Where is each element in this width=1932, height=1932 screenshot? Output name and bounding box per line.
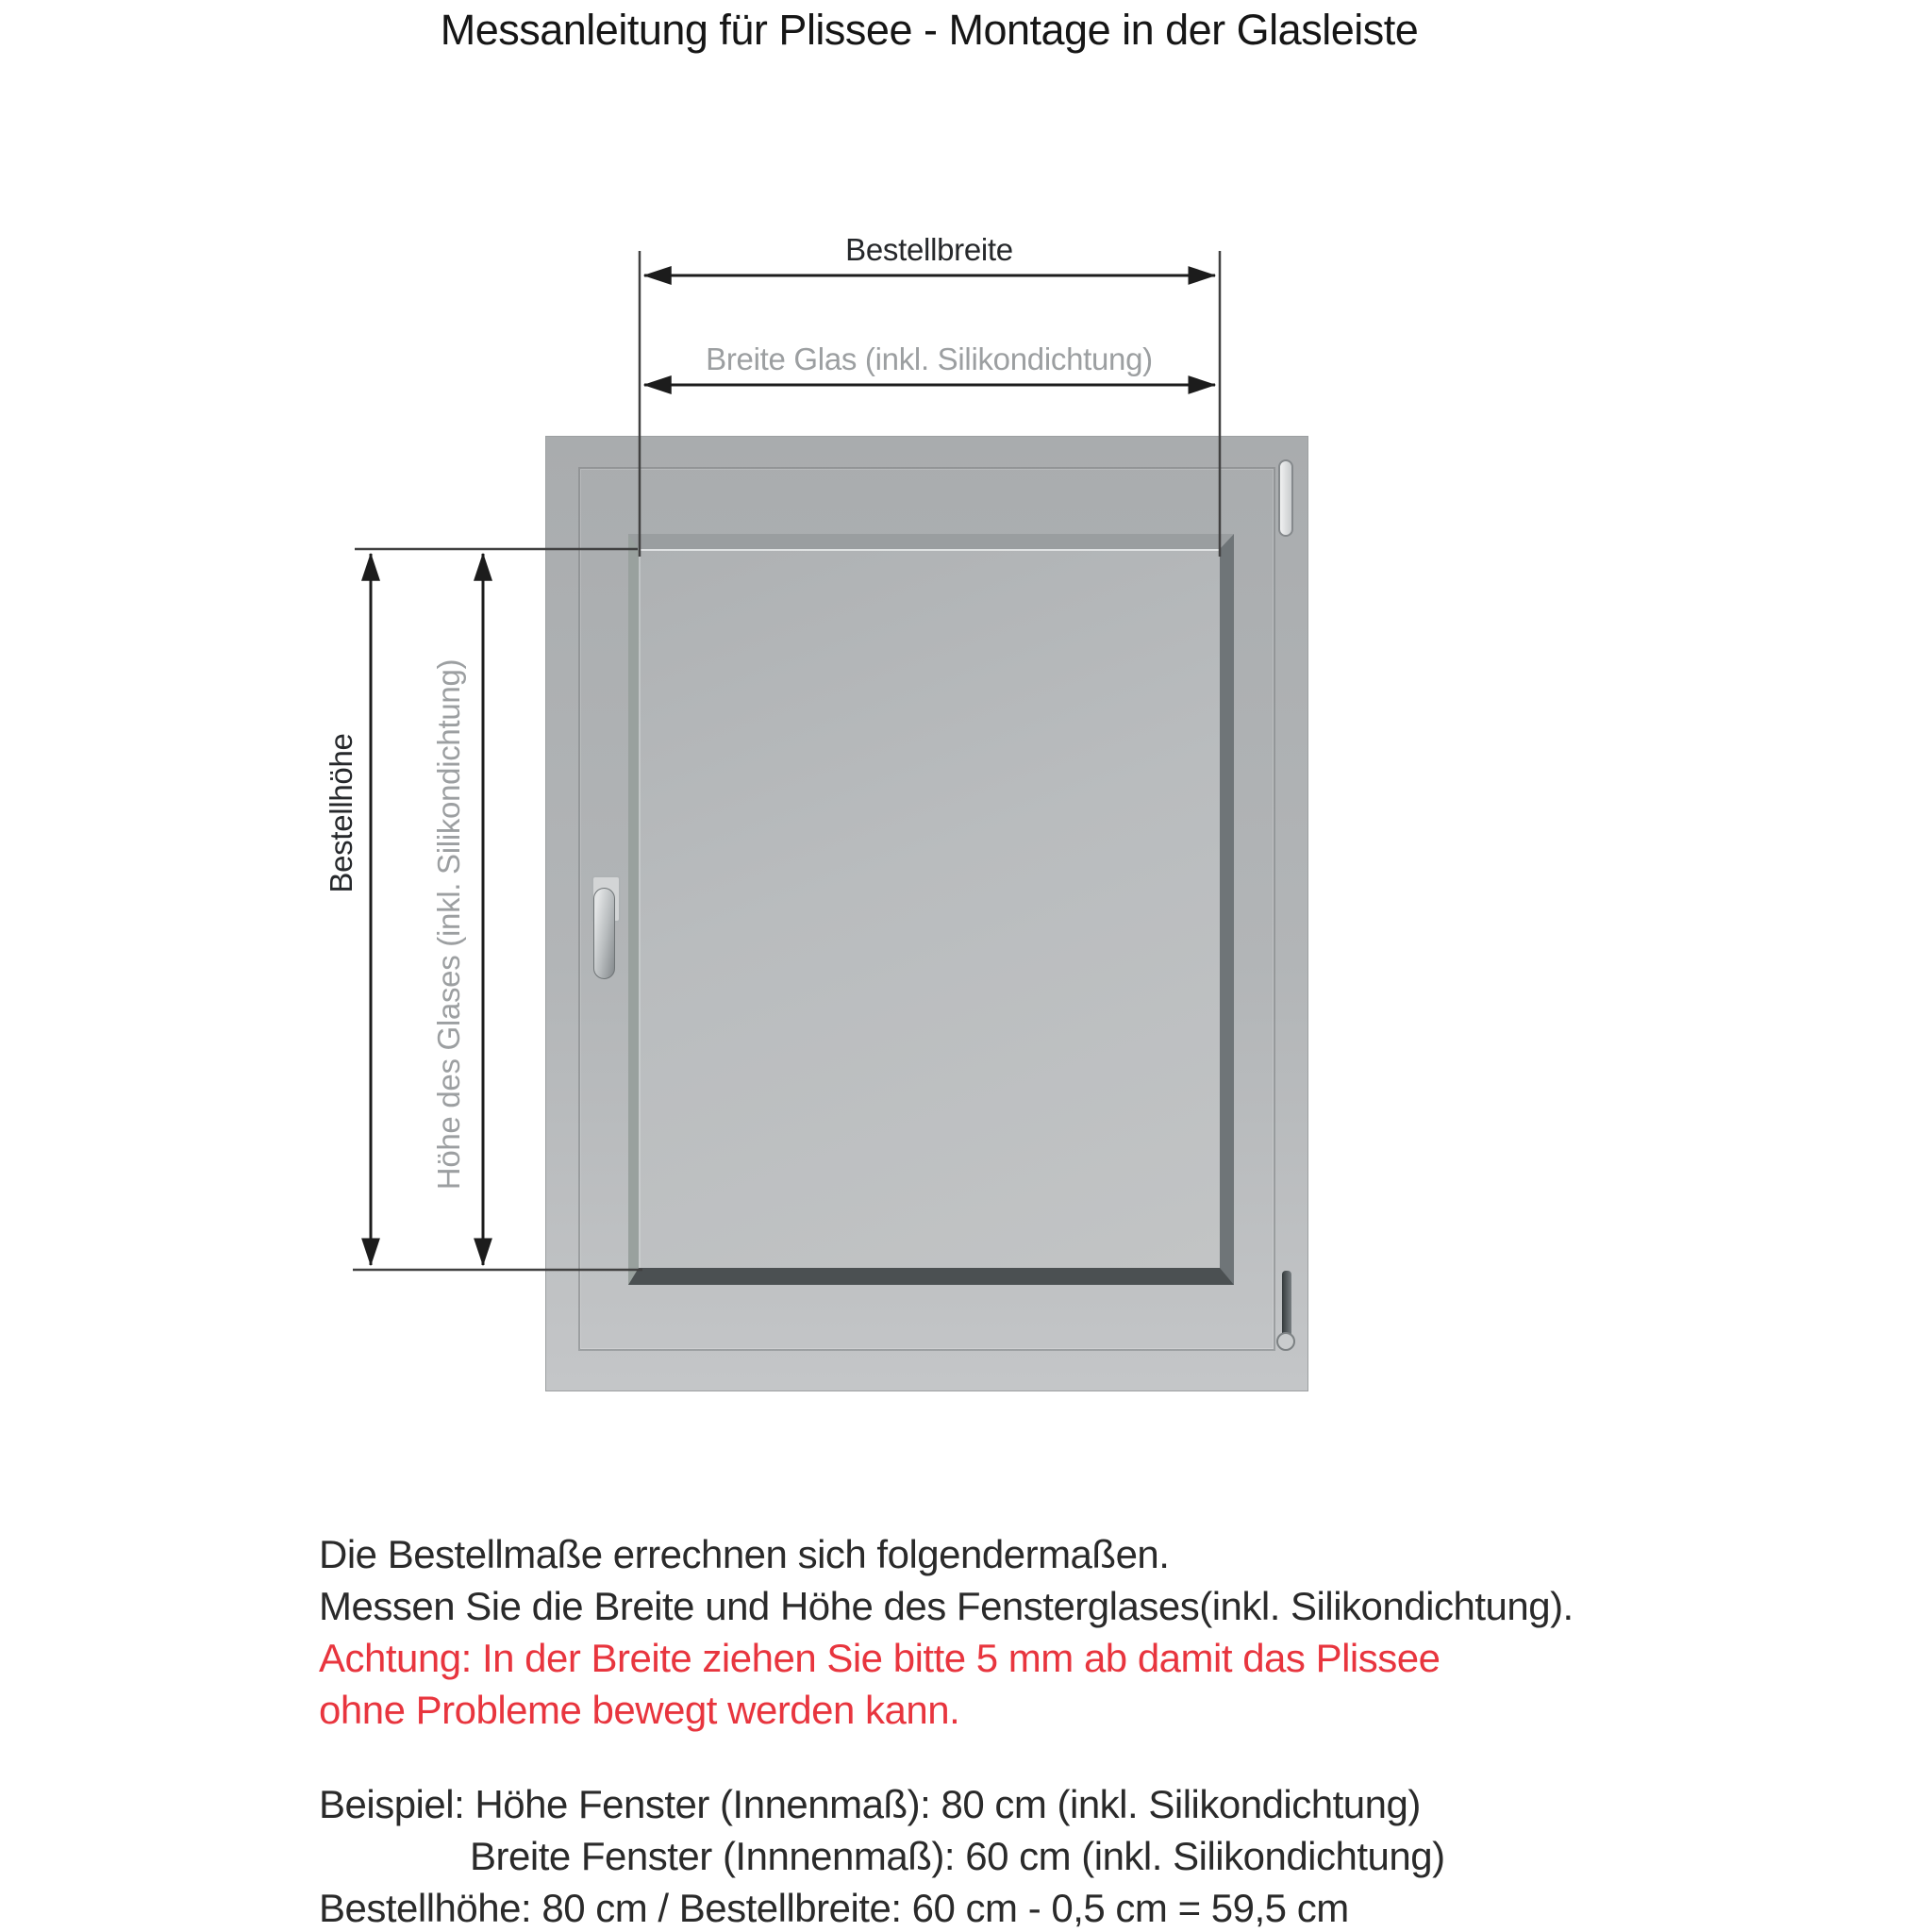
window-hinge-pin-icon: [1276, 1332, 1295, 1351]
label-order-height: Bestellhöhe: [324, 733, 358, 893]
window-glass: [628, 534, 1234, 1285]
page-title: Messanleitung für Plissee - Montage in der Glasleiste: [440, 6, 1419, 54]
instruction-line-1: Die Bestellmaße errechnen sich folgendermaßen.: [319, 1532, 1170, 1576]
label-glass-width: Breite Glas (inkl. Silikondichtung): [706, 341, 1153, 376]
warning-line-1: Achtung: In der Breite ziehen Sie bitte 5 mm ab damit das Plissee: [319, 1636, 1441, 1680]
window-handle: [593, 888, 615, 979]
window-hinge-bottom-icon: [1282, 1271, 1291, 1339]
instruction-line-2: Messen Sie die Breite und Höhe des Fensterglases(inkl. Silikondichtung).: [319, 1584, 1574, 1628]
example-line-2: Breite Fenster (Innnenmaß): 60 cm (inkl. Silikondichtung): [470, 1834, 1445, 1878]
label-order-width: Bestellbreite: [845, 232, 1013, 267]
label-glass-height: Höhe des Glases (inkl. Silikondichtung): [431, 658, 466, 1191]
example-line-3: Bestellhöhe: 80 cm / Bestellbreite: 60 cm - 0,5 cm = 59,5 cm: [319, 1886, 1349, 1930]
window-hinge-top-icon: [1278, 459, 1293, 537]
example-line-1: Beispiel: Höhe Fenster (Innenmaß): 80 cm (inkl. Silikondichtung): [319, 1782, 1421, 1826]
warning-line-2: ohne Probleme bewegt werden kann.: [319, 1688, 960, 1732]
